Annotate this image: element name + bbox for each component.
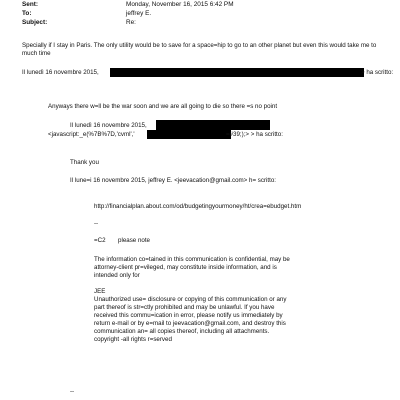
thank-you-text: Thank you xyxy=(70,159,99,166)
redaction-box-1 xyxy=(110,68,364,77)
disclaimer-paragraph-1: The information co=tained in this communication is confidential, may be attorney-client pr=vileged, may constitute inside information, and is intended only for xyxy=(94,256,290,280)
signature-separator-2: -- xyxy=(70,388,75,395)
quote-header-1-suffix: > ha scritto: xyxy=(361,69,394,76)
quote-header-2-js-prefix: <javascript:_e(%7B%7D,'cvml',' xyxy=(48,131,135,138)
quote-header-1-prefix: Il lunedì 16 novembre 2015, xyxy=(22,69,99,76)
note-prefix: =C2 xyxy=(94,237,106,244)
signature-separator-1: -- xyxy=(94,220,99,227)
quote-header-3: Il lune=i 16 novembre 2015, jeffrey E. <jeevacation@gmail.com> h= scritto: xyxy=(70,177,276,184)
please-note-text: please note xyxy=(118,237,150,244)
redaction-box-2 xyxy=(156,120,270,130)
quote-header-2-prefix: Il lunedì 16 novembre 2015, xyxy=(70,122,147,129)
sent-value: Monday, November 16, 2015 6:42 PM xyxy=(126,1,234,8)
quote-header-2-js-suffix: =#39;);> > ha scritto: xyxy=(226,131,283,138)
subject-label: Subject: xyxy=(22,19,48,26)
budget-link[interactable]: http://financialplan.about.com/od/budgetingyourmoney/ht/crea=ebudget.htm xyxy=(94,203,302,210)
to-label: To: xyxy=(22,10,32,17)
reply-paragraph-2: Anyways there w=ll be the war soon and we are all going to die so there =s no point xyxy=(48,103,278,110)
jee-text: JEE xyxy=(94,288,106,295)
to-value: jeffrey E. xyxy=(126,10,152,17)
sent-label: Sent: xyxy=(22,1,38,8)
reply-paragraph-1: Specially if I stay in Paris. The only utility would be to save for a space=hip to go to an other planet but even this would take me to much time xyxy=(22,42,377,58)
redaction-box-3 xyxy=(147,130,231,139)
subject-value: Re: xyxy=(126,19,136,26)
disclaimer-paragraph-2: Unauthorized use= disclosure or copying of this communication or any part thereof is str=ctly prohibited and may be unlawful. If you have received this commu=ication in error, please notify us immediately by return e-mail or by e=mail to jeevacation@gmail.com, and destroy this communication an= all copies thereof, including all attachments. copyright -all rights r=served xyxy=(94,296,287,344)
